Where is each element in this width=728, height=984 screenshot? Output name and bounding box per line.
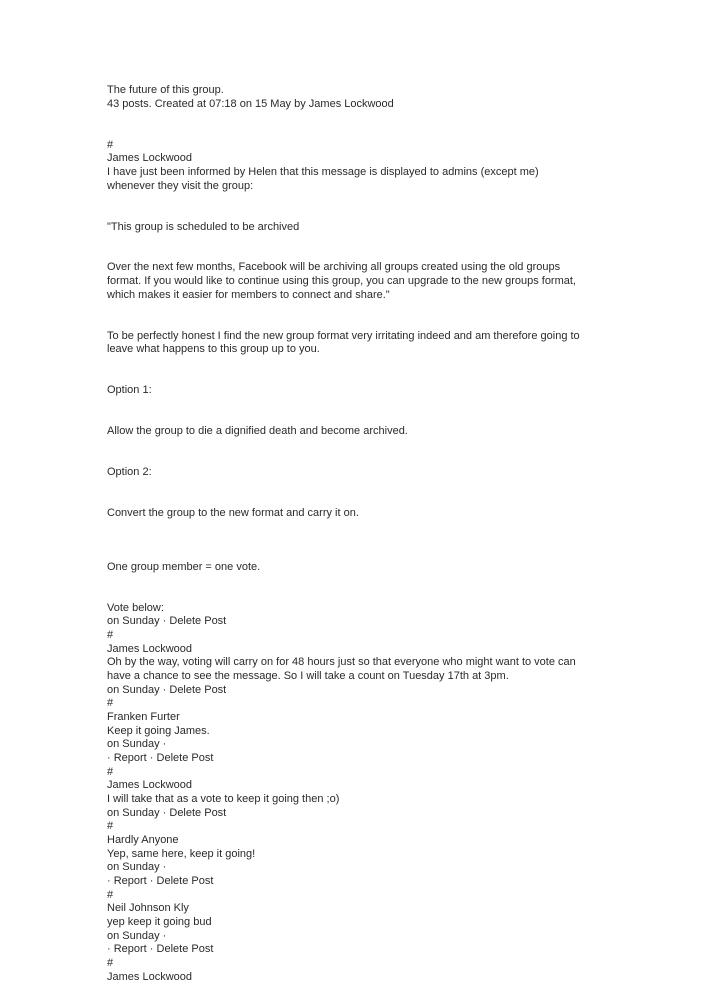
delete-post-link[interactable]: Delete Post <box>169 683 227 696</box>
post-footer <box>107 615 667 629</box>
thread-meta: 43 posts. Created at 07:18 on 15 May by James Lockwood <box>107 97 394 110</box>
post-author: Franken Furter <box>107 711 180 724</box>
post-footer <box>107 807 667 821</box>
post-time: on Sunday · <box>107 738 167 751</box>
post-text: which makes it easier for members to connect and share." <box>107 288 390 301</box>
post-text: Over the next few months, Facebook will be archiving all groups created using the old groups <box>107 261 561 274</box>
post-text: Allow the group to die a dignified death and become archived. <box>107 425 408 438</box>
delete-post-link[interactable]: Delete Post <box>169 615 227 628</box>
thread-title: The future of this group. <box>107 84 224 96</box>
report-link[interactable]: · Report · <box>107 752 157 765</box>
post-text: I have just been informed by Helen that this message is displayed to admins (except me) <box>107 165 539 178</box>
post-footer <box>107 752 667 766</box>
post-text: leave what happens to this group up to you. <box>107 343 320 356</box>
post-footer <box>107 943 667 957</box>
post-text: Vote below: <box>107 601 164 614</box>
delete-post-link[interactable]: Delete Post <box>156 752 214 765</box>
report-link[interactable]: · Report · <box>107 874 157 887</box>
post-marker: # <box>107 138 114 151</box>
post-author: James Lockwood <box>107 779 192 792</box>
post-time: on Sunday · <box>107 806 170 819</box>
post-time: on Sunday · <box>107 861 167 874</box>
post-text: have a chance to see the message. So I will take a count on Tuesday 17th at 3pm. <box>107 670 509 683</box>
post-author: Hardly Anyone <box>107 833 179 846</box>
post-text: Oh by the way, voting will carry on for 48 hours just so that everyone who might want to vote can <box>107 656 576 669</box>
post-footer <box>107 875 667 889</box>
post-text: I will take that as a vote to keep it going then ;o) <box>107 793 340 806</box>
post-marker: # <box>107 629 114 642</box>
post-author: James Lockwood <box>107 970 192 983</box>
post-text: Keep it going James. <box>107 724 210 737</box>
post-text: Option 2: <box>107 466 152 479</box>
post-text: yep keep it going bud <box>107 915 212 928</box>
document <box>107 84 667 984</box>
post-author: Neil Johnson Kly <box>107 902 189 915</box>
post-author: James Lockwood <box>107 642 192 655</box>
delete-post-link[interactable]: Delete Post <box>156 874 214 887</box>
post-text: Yep, same here, keep it going! <box>107 847 256 860</box>
report-link[interactable]: · Report · <box>107 943 157 956</box>
post-time: on Sunday · <box>107 683 170 696</box>
post-text: Option 1: <box>107 384 152 397</box>
post-text: To be perfectly honest I find the new group format very irritating indeed and am therefore going to <box>107 329 580 342</box>
post-footer <box>107 684 667 698</box>
post-marker: # <box>107 956 114 969</box>
post-marker: # <box>107 765 114 778</box>
post-time: on Sunday · <box>107 929 167 942</box>
delete-post-link[interactable]: Delete Post <box>156 943 214 956</box>
post-text: format. If you would like to continue using this group, you can upgrade to the new groups format, <box>107 275 576 288</box>
post-text: Convert the group to the new format and carry it on. <box>107 507 359 520</box>
post-text: "This group is scheduled to be archived <box>107 220 300 233</box>
post-time: on Sunday · <box>107 615 170 628</box>
post-author: James Lockwood <box>107 152 192 165</box>
post-text: whenever they visit the group: <box>107 179 254 192</box>
post-marker: # <box>107 820 114 833</box>
post-text: One group member = one vote. <box>107 560 261 573</box>
post-marker: # <box>107 697 114 710</box>
post-marker: # <box>107 888 114 901</box>
delete-post-link[interactable]: Delete Post <box>169 806 227 819</box>
